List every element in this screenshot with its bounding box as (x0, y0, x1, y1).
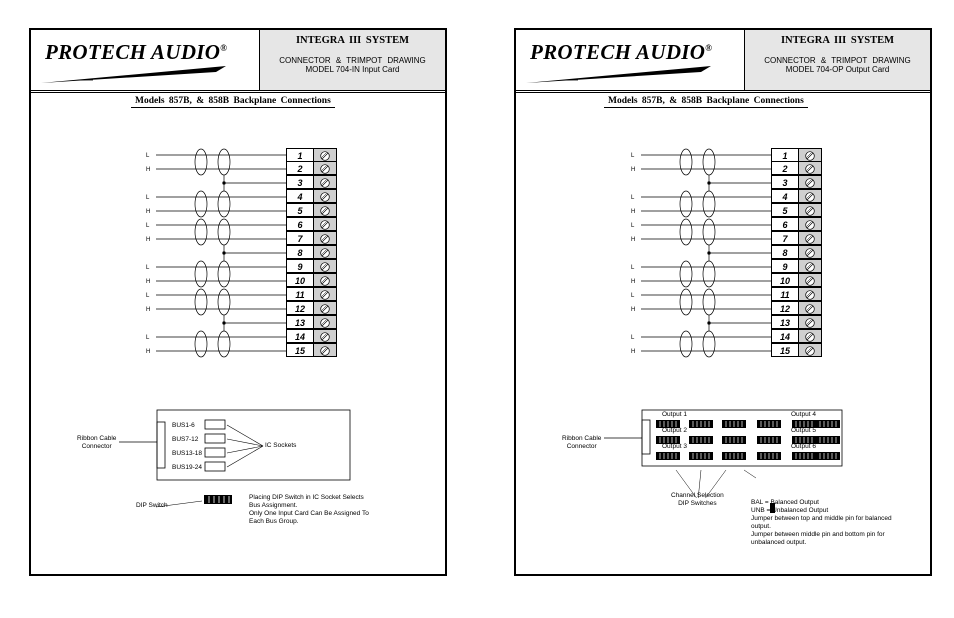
title-block (259, 30, 445, 90)
system-title: INTEGRA III SYSTEM (295, 35, 410, 46)
terminal-screw-icon (313, 203, 337, 217)
cable-shield-icon (680, 149, 692, 175)
cable-shield-icon (680, 191, 692, 217)
wire-label-low: L (631, 265, 635, 271)
wire-label-high: H (631, 349, 636, 355)
terminal-number: 5 (286, 203, 314, 217)
header (31, 30, 445, 91)
wire-label-low: L (631, 293, 635, 299)
cable-shield-icon (703, 191, 715, 217)
terminal-number: 9 (771, 259, 799, 273)
ribbon-cable-label: Ribbon Cable Connector (562, 435, 602, 450)
terminal-number: 12 (771, 301, 799, 315)
wire-label-high: H (631, 167, 636, 173)
terminal-screw-icon (313, 301, 337, 315)
wire-label-high: H (631, 279, 636, 285)
terminal-number: 6 (286, 217, 314, 231)
cable-shield-icon (218, 191, 230, 217)
cable-shield-icon (703, 331, 715, 357)
wire-label-low: L (146, 223, 150, 229)
note-line-1: Placing DIP Switch in IC Socket Selects (249, 494, 364, 501)
terminal-screw-icon (313, 245, 337, 259)
terminal-number: 5 (771, 203, 799, 217)
wire-label-low: L (631, 223, 635, 229)
terminal-screw-icon (313, 273, 337, 287)
cable-shield-icon (703, 149, 715, 175)
logo-area (31, 30, 259, 90)
cable-shield-icon (218, 289, 230, 315)
terminal-screw-icon (798, 217, 822, 231)
bus-label-1: BUS1-6 (172, 422, 195, 429)
cable-shield-icon (195, 149, 207, 175)
terminal-screw-icon (798, 189, 822, 203)
terminal-screw-icon (798, 343, 822, 357)
backplane-title: Models 857B, & 858B Backplane Connections (131, 96, 335, 108)
wire-label-high: H (146, 209, 151, 215)
terminal-number: 14 (286, 329, 314, 343)
terminal-number: 15 (771, 343, 799, 357)
legend-line-5: Jumper between middle pin and bottom pin for (751, 531, 885, 538)
channel-selection-label: Channel Selection DIP Switches (671, 492, 724, 507)
wire-label-high: H (631, 237, 636, 243)
terminal-screw-icon (798, 245, 822, 259)
junction-dot (707, 321, 710, 324)
bus-label-2: BUS7-12 (172, 436, 199, 443)
ic-socket-diagram (71, 408, 371, 498)
terminal-number: 8 (771, 245, 799, 259)
legend-line-4: output. (751, 523, 771, 530)
backplane-title: Models 857B, & 858B Backplane Connections (604, 96, 808, 108)
terminal-number: 10 (771, 273, 799, 287)
logo-area (516, 30, 744, 90)
output-4-label: Output 4 (791, 411, 816, 418)
wire-label-high: H (146, 237, 151, 243)
wire-label-low: L (631, 153, 635, 159)
terminal-screw-icon (798, 203, 822, 217)
terminal-number: 14 (771, 329, 799, 343)
logo-swoosh-icon (41, 66, 231, 84)
output-1-label: Output 1 (662, 411, 687, 418)
terminal-screw-icon (313, 217, 337, 231)
wire-label-high: H (631, 209, 636, 215)
cable-shield-icon (218, 149, 230, 175)
logo-swoosh-icon (526, 66, 716, 84)
cable-shield-icon (680, 261, 692, 287)
system-title: INTEGRA III SYSTEM (780, 35, 895, 46)
terminal-screw-icon (798, 259, 822, 273)
terminal-number: 13 (286, 315, 314, 329)
terminal-screw-icon (798, 315, 822, 329)
wire-label-low: L (146, 335, 150, 341)
terminal-number: 6 (771, 217, 799, 231)
terminal-number: 4 (771, 189, 799, 203)
terminal-screw-icon (798, 287, 822, 301)
drawing-title: CONNECTOR & TRIMPOT DRAWING (764, 56, 911, 65)
terminal-number: 3 (286, 175, 314, 189)
legend-line-3: Jumper between top and middle pin for balanced (751, 515, 892, 522)
terminal-screw-icon (798, 161, 822, 175)
terminal-number: 1 (286, 148, 314, 162)
wire-label-high: H (631, 307, 636, 313)
terminal-number: 4 (286, 189, 314, 203)
terminal-screw-icon (313, 148, 337, 162)
left-drawing-sheet (29, 28, 447, 576)
terminal-number: 15 (286, 343, 314, 357)
cable-shield-icon (680, 289, 692, 315)
terminal-number: 10 (286, 273, 314, 287)
note-line-4: Each Bus Group. (249, 518, 299, 525)
title-block (744, 30, 930, 90)
legend-line-6: unbalanced output. (751, 539, 807, 546)
note-line-2: Bus Assignment. (249, 502, 298, 509)
wire-label-low: L (146, 293, 150, 299)
output-2-label: Output 2 (662, 427, 687, 434)
cable-shield-icon (195, 331, 207, 357)
cable-shield-icon (703, 219, 715, 245)
terminal-number: 7 (771, 231, 799, 245)
output-card-diagram (556, 408, 846, 498)
terminal-screw-icon (313, 259, 337, 273)
model-title: MODEL 704-OP Output Card (785, 65, 890, 74)
wire-label-low: L (146, 265, 150, 271)
divider (516, 92, 930, 93)
terminal-number: 12 (286, 301, 314, 315)
terminal-screw-icon (313, 315, 337, 329)
junction-dot (707, 251, 710, 254)
brand-logo: PROTECH AUDIO® (45, 40, 228, 64)
dip-switch-label: DIP Switch (136, 502, 168, 509)
junction-dot (707, 181, 710, 184)
terminal-number: 3 (771, 175, 799, 189)
junction-dot (222, 251, 225, 254)
terminal-number: 11 (771, 287, 799, 301)
legend-line-2: UNB = Unbalanced Output (751, 507, 829, 514)
junction-dot (222, 321, 225, 324)
terminal-screw-icon (313, 329, 337, 343)
wire-label-low: L (146, 195, 150, 201)
terminal-number: 2 (771, 161, 799, 175)
terminal-screw-icon (798, 273, 822, 287)
cable-shield-icon (218, 261, 230, 287)
wire-label-low: L (631, 195, 635, 201)
terminal-screw-icon (798, 231, 822, 245)
right-drawing-sheet (514, 28, 932, 576)
terminal-screw-icon (313, 175, 337, 189)
terminal-screw-icon (313, 231, 337, 245)
ribbon-cable-label: Ribbon Cable Connector (77, 435, 117, 450)
terminal-number: 8 (286, 245, 314, 259)
cable-shield-icon (703, 261, 715, 287)
wire-label-high: H (146, 167, 151, 173)
note-line-3: Only One Input Card Can Be Assigned To (249, 510, 369, 517)
terminal-screw-icon (798, 148, 822, 162)
terminal-screw-icon (798, 329, 822, 343)
wire-label-low: L (631, 335, 635, 341)
output-6-label: Output 6 (791, 443, 816, 450)
cable-shield-icon (680, 219, 692, 245)
terminal-screw-icon (313, 189, 337, 203)
bus-label-3: BUS13-18 (172, 450, 202, 457)
wire-label-high: H (146, 307, 151, 313)
drawing-title: CONNECTOR & TRIMPOT DRAWING (279, 56, 426, 65)
cable-shield-icon (195, 219, 207, 245)
terminal-number: 11 (286, 287, 314, 301)
wire-label-low: L (146, 153, 150, 159)
divider (31, 92, 445, 93)
terminal-screw-icon (313, 343, 337, 357)
cable-shield-icon (195, 191, 207, 217)
terminal-number: 1 (771, 148, 799, 162)
output-3-label: Output 3 (662, 443, 687, 450)
terminal-number: 7 (286, 231, 314, 245)
terminal-screw-icon (313, 161, 337, 175)
bus-label-4: BUS19-24 (172, 464, 202, 471)
terminal-number: 13 (771, 315, 799, 329)
cable-shield-icon (195, 261, 207, 287)
model-title: MODEL 704-IN Input Card (305, 65, 400, 74)
cable-shield-icon (195, 289, 207, 315)
terminal-screw-icon (313, 287, 337, 301)
cable-shield-icon (680, 331, 692, 357)
legend-line-1: BAL = Balanced Output (751, 499, 819, 506)
terminal-screw-icon (798, 301, 822, 315)
junction-dot (222, 181, 225, 184)
header (516, 30, 930, 91)
cable-shield-icon (218, 219, 230, 245)
wire-label-high: H (146, 349, 151, 355)
terminal-number: 9 (286, 259, 314, 273)
output-5-label: Output 5 (791, 427, 816, 434)
terminal-screw-icon (798, 175, 822, 189)
cable-shield-icon (218, 331, 230, 357)
wire-label-high: H (146, 279, 151, 285)
cable-shield-icon (703, 289, 715, 315)
brand-logo: PROTECH AUDIO® (530, 40, 713, 64)
ic-sockets-label: IC Sockets (265, 442, 297, 449)
terminal-number: 2 (286, 161, 314, 175)
